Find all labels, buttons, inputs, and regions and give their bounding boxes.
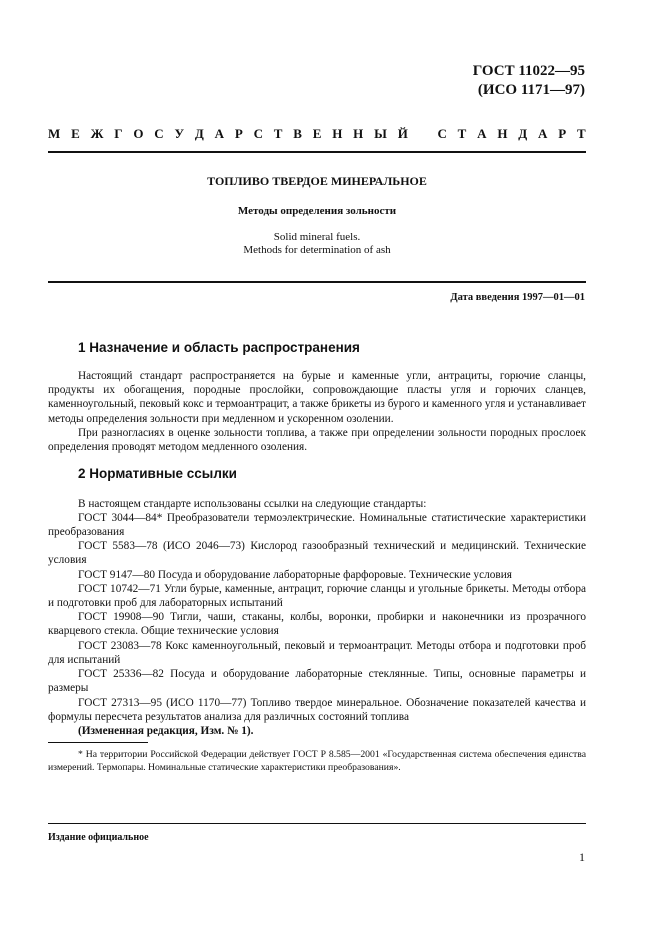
banner-letter: Н bbox=[353, 126, 364, 141]
reference-item: ГОСТ 25336—82 Посуда и оборудование лабораторные стеклянные. Типы, основные параметры и размеры bbox=[48, 668, 586, 695]
banner-letter: Ж bbox=[90, 126, 104, 141]
references-intro: В настоящем стандарте использованы ссылки на следующие стандарты: bbox=[78, 498, 427, 510]
reference-item: ГОСТ 19908—90 Тигли, чаши, стаканы, колбы, воронки, пробирки и наконечники из прозрачного кварцевого стекла. Общие технические условия bbox=[48, 611, 586, 638]
english-title-line1: Solid mineral fuels. bbox=[273, 231, 361, 243]
banner-letter: С bbox=[253, 126, 263, 141]
banner-letter: Й bbox=[397, 126, 408, 141]
footnote-rule bbox=[48, 742, 148, 743]
banner-letter: М bbox=[48, 126, 61, 141]
reference-item: ГОСТ 9147—80 Посуда и оборудование лабораторные фарфоровые. Технические условия bbox=[78, 569, 512, 581]
amendment-note: (Измененная редакция, Изм. № 1). bbox=[78, 725, 254, 737]
banner-letter: Г bbox=[114, 126, 123, 141]
banner-letter: А bbox=[477, 126, 487, 141]
banner-letter: С bbox=[154, 126, 164, 141]
standard-code: ГОСТ 11022—95 bbox=[472, 63, 585, 79]
banner-letter: А bbox=[214, 126, 224, 141]
reference-item: ГОСТ 3044—84* Преобразователи термоэлектрические. Номинальные статистические характеристики преобразования bbox=[48, 512, 586, 539]
section-1-paragraph-2: При разногласиях в оценке зольности топлива, а также при определении зольности породных прослоек определения проводят методом медленного озоления. bbox=[48, 427, 586, 454]
reference-item: ГОСТ 5583—78 (ИСО 2046—73) Кислород газообразный технический и медицинский. Технические условия bbox=[48, 540, 586, 567]
banner-letter: Н bbox=[332, 126, 343, 141]
document-subtitle: Методы определения зольности bbox=[237, 205, 397, 217]
footer-rule bbox=[48, 823, 586, 824]
banner-letter: Р bbox=[558, 126, 567, 141]
banner-letter: Д bbox=[194, 126, 204, 141]
header-rule bbox=[48, 151, 586, 153]
banner-letter: Т bbox=[457, 126, 467, 141]
reference-item: ГОСТ 27313—95 (ИСО 1170—77) Топливо твердое минеральное. Обозначение показателей качества и формулы пересчета результатов анализа для различных состояний топлива bbox=[48, 697, 586, 724]
interstate-standard-banner bbox=[48, 126, 586, 142]
official-edition-label: Издание официальное bbox=[48, 832, 149, 843]
reference-item: ГОСТ 10742—71 Угли бурые, каменные, антрацит, горючие сланцы и угольные брикеты. Методы отбора и подготовки проб для лабораторных испытаний bbox=[48, 583, 586, 610]
banner-letter: Т bbox=[577, 126, 586, 141]
banner-letter: О bbox=[133, 126, 144, 141]
banner-letter: Е bbox=[312, 126, 322, 141]
footnote: * На территории Российской Федерации действует ГОСТ Р 8.585—2001 «Государственная система обеспечения единства измерений. Термопары. Номинальные статические характеристики преобразования». bbox=[48, 749, 586, 773]
banner-letter: Н bbox=[497, 126, 508, 141]
english-title-line2: Methods for determination of ash bbox=[243, 244, 391, 256]
banner-word-gap bbox=[419, 126, 427, 142]
introduction-date: Дата введения 1997—01—01 bbox=[450, 292, 585, 303]
section-1-heading: 1 Назначение и область распространения bbox=[78, 340, 360, 355]
banner-letter: Ы bbox=[374, 126, 387, 141]
banner-letter: В bbox=[293, 126, 302, 141]
banner-letter: Р bbox=[234, 126, 243, 141]
banner-letter: Е bbox=[71, 126, 80, 141]
banner-letter: У bbox=[174, 126, 185, 141]
banner-letter: С bbox=[437, 126, 447, 141]
reference-item: ГОСТ 23083—78 Кокс каменноугольный, пековый и термоантрацит. Методы отбора и подготовки проб для испытаний bbox=[48, 640, 586, 667]
document-title: ТОПЛИВО ТВЕРДОЕ МИНЕРАЛЬНОЕ bbox=[207, 174, 427, 188]
banner-letter: Д bbox=[518, 126, 528, 141]
banner-letter: А bbox=[538, 126, 548, 141]
banner-letter: Т bbox=[273, 126, 283, 141]
section-2-heading: 2 Нормативные ссылки bbox=[78, 466, 237, 481]
iso-code: (ИСО 1171—97) bbox=[477, 82, 585, 98]
title-rule bbox=[48, 281, 586, 283]
english-title bbox=[48, 231, 586, 257]
page-number: 1 bbox=[579, 850, 585, 864]
section-1-paragraph-1: Настоящий стандарт распространяется на бурые и каменные угли, антрациты, горючие сланцы, продукты их обогащения, породные прослойки, сопровождающие пласты угля и горючих сланцев, каменноугольный, пековый кокс и термоантрацит, а также брикеты из бурого и каменного угля и устанавливает методы определения зольности при медленном и ускоренном озолении. bbox=[48, 370, 586, 425]
